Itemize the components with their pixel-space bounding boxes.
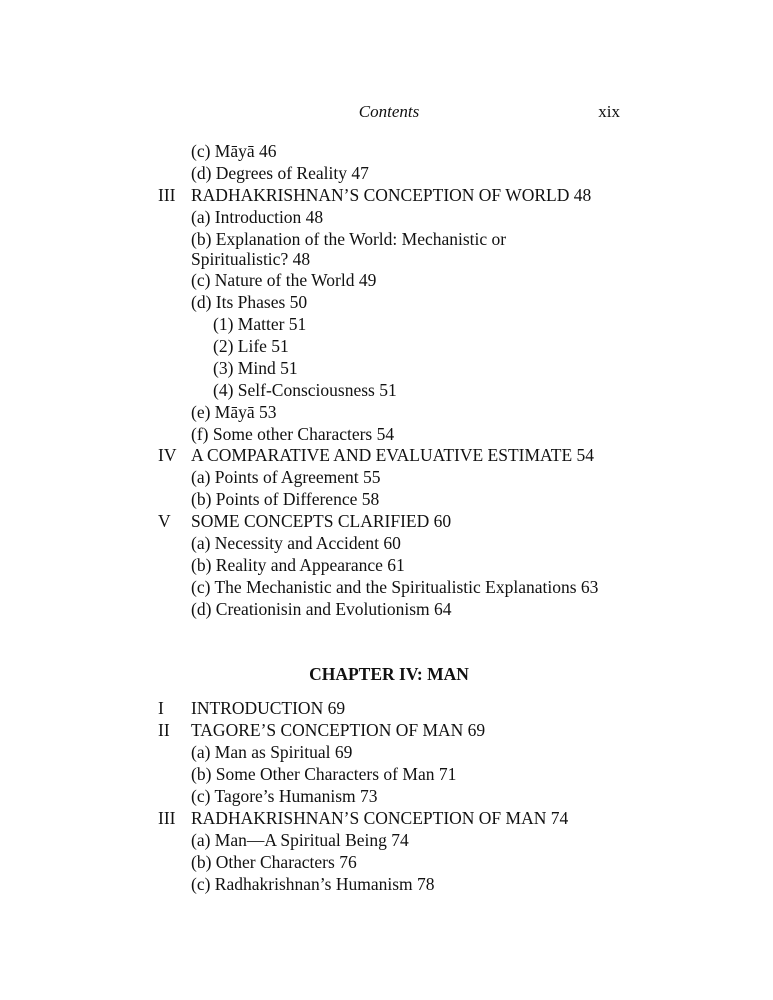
toc-entry-text: RADHAKRISHNAN’S CONCEPTION OF MAN 74 — [191, 808, 569, 828]
toc-entry-text: (b) Other Characters 76 — [191, 852, 357, 872]
toc-entry-mechanistic-spiritualistic — [191, 576, 598, 598]
toc-entry-man-as-spiritual — [191, 741, 352, 763]
toc-entry-text: (b) Some Other Characters of Man 71 — [191, 764, 457, 784]
running-header — [158, 100, 620, 124]
toc-entry-f-other-characters — [191, 423, 394, 445]
toc-section-number: V — [158, 511, 171, 531]
toc-entry-text: (3) Mind 51 — [213, 358, 298, 378]
toc-section-number: IV — [158, 445, 177, 465]
toc-entry-text: (a) Necessity and Accident 60 — [191, 533, 401, 553]
toc-entry-text: RADHAKRISHNAN’S CONCEPTION OF WORLD 48 — [191, 185, 592, 205]
toc-entry-text: (a) Man as Spiritual 69 — [191, 742, 353, 762]
toc-entry-text: TAGORE’S CONCEPTION OF MAN 69 — [191, 720, 486, 740]
toc-entry-d-phases — [191, 291, 307, 313]
toc-entry-text: (c) Nature of the World 49 — [191, 270, 377, 290]
running-title: Contents — [358, 102, 420, 121]
toc-entry-mind — [213, 357, 298, 379]
toc-entry-points-of-agreement — [191, 466, 381, 488]
toc-entry-other-characters-of-man — [191, 763, 456, 785]
toc-entry-radhakrishnan-humanism — [191, 873, 435, 895]
toc-entry-reality-appearance — [191, 554, 405, 576]
toc-entry-tagore-man — [191, 719, 485, 741]
toc-entry-text: SOME CONCEPTS CLARIFIED 60 — [191, 511, 452, 531]
toc-entry-text: (a) Man—A Spiritual Being 74 — [191, 830, 409, 850]
toc-entry-other-characters — [191, 851, 357, 873]
toc-section-number: I — [158, 698, 164, 718]
toc-section-number: II — [158, 720, 170, 740]
toc-entry-creationism-evolutionism — [191, 598, 452, 620]
toc-entry-text: (d) Creationisin and Evolutionism 64 — [191, 599, 452, 619]
toc-entry-necessity-accident — [191, 532, 401, 554]
toc-entry-e-maya — [191, 401, 277, 423]
toc-entry-text: A COMPARATIVE AND EVALUATIVE ESTIMATE 54 — [191, 445, 595, 465]
toc-entry-life — [213, 335, 289, 357]
toc-entry-radhakrishnan-world — [191, 184, 591, 206]
toc-entry-text: (f) Some other Characters 54 — [191, 424, 395, 444]
toc-entry-a-introduction — [191, 206, 323, 228]
toc-entry-points-of-difference — [191, 488, 379, 510]
toc-entry-c-nature — [191, 269, 376, 291]
toc-entry-text: (c) The Mechanistic and the Spiritualistic Explanations 63 — [191, 577, 599, 597]
toc-entry-tagore-humanism — [191, 785, 378, 807]
toc-entry-text: (b) Points of Difference 58 — [191, 489, 380, 509]
chapter-heading: CHAPTER IV: MAN — [309, 664, 469, 684]
toc-entry-text: (a) Introduction 48 — [191, 207, 324, 227]
toc-entry-matter — [213, 313, 306, 335]
toc-entry-text: (1) Matter 51 — [213, 314, 307, 334]
toc-entry-text: (e) Māyā 53 — [191, 402, 277, 422]
toc-entry-self-consciousness — [213, 379, 397, 401]
toc-entry-comparative-estimate — [191, 444, 594, 466]
toc-entry-introduction — [191, 697, 345, 719]
toc-section-number: III — [158, 185, 176, 205]
toc-entry-text: (d) Its Phases 50 — [191, 292, 308, 312]
toc-entry-text: (c) Radhakrishnan’s Humanism 78 — [191, 874, 435, 894]
toc-entry-text: (4) Self-Consciousness 51 — [213, 380, 397, 400]
toc-entry-c-maya — [191, 140, 277, 162]
toc-entry-text: (d) Degrees of Reality 47 — [191, 163, 369, 183]
toc-entry-text: (b) Explanation of the World: Mechanistic or — [191, 229, 507, 249]
page-number: xix — [598, 102, 620, 121]
toc-entry-b-explanation — [191, 228, 506, 250]
toc-entry-text: (c) Tagore’s Humanism 73 — [191, 786, 378, 806]
toc-entry-text: INTRODUCTION 69 — [191, 698, 346, 718]
toc-entry-spiritual-being — [191, 829, 409, 851]
toc-entry-radhakrishnan-man — [191, 807, 568, 829]
toc-entry-text: (2) Life 51 — [213, 336, 289, 356]
toc-section-number: III — [158, 808, 176, 828]
toc-entry-b-explanation-cont — [191, 248, 310, 270]
toc-entry-text: (b) Reality and Appearance 61 — [191, 555, 405, 575]
toc-entry-d-degrees-of-reality — [191, 162, 369, 184]
toc-entry-concepts-clarified — [191, 510, 451, 532]
toc-entry-text: (c) Māyā 46 — [191, 141, 277, 161]
toc-entry-text: (a) Points of Agreement 55 — [191, 467, 381, 487]
toc-entry-text: Spiritualistic? 48 — [191, 249, 311, 269]
